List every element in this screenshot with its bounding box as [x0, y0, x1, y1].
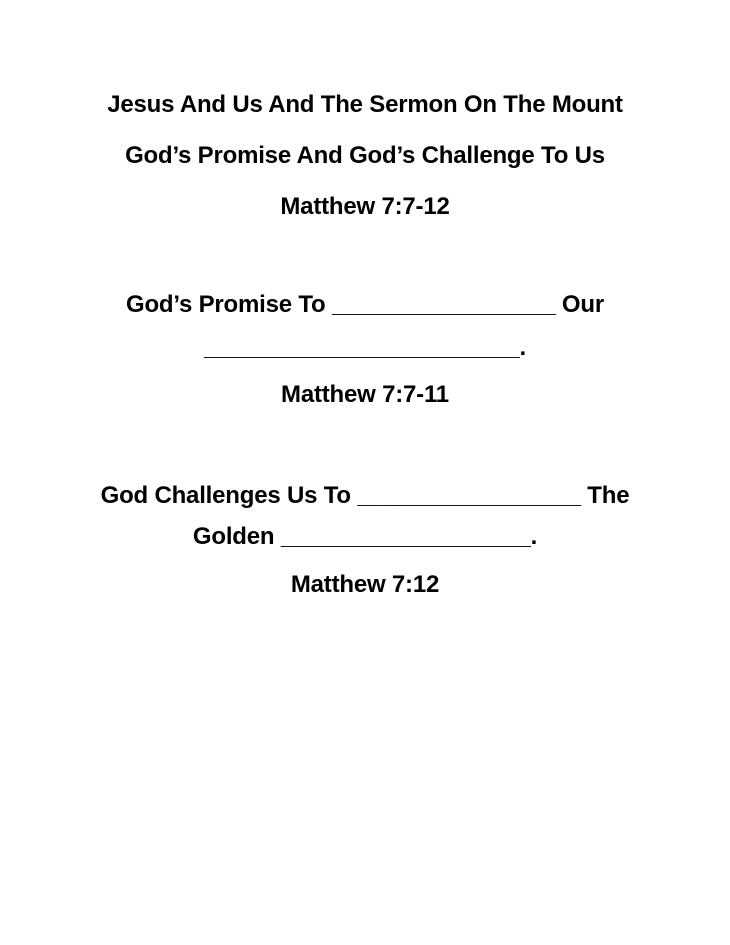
promise-fill-in-line-1: God’s Promise To _________________ Our	[125, 291, 604, 318]
promise-scripture-reference: Matthew 7:7-11	[281, 381, 449, 408]
page-title: Jesus And Us And The Sermon On The Mount	[107, 91, 623, 118]
page-subtitle: God’s Promise And God’s Challenge To Us	[125, 142, 605, 169]
challenge-fill-in-line-2: Golden ___________________.	[192, 523, 538, 550]
challenge-fill-in-line-1: God Challenges Us To _________________ The	[100, 482, 630, 509]
promise-fill-in-line-2: ________________________.	[203, 334, 526, 361]
scripture-reference: Matthew 7:7-12	[280, 193, 450, 220]
challenge-scripture-reference: Matthew 7:12	[290, 571, 440, 598]
